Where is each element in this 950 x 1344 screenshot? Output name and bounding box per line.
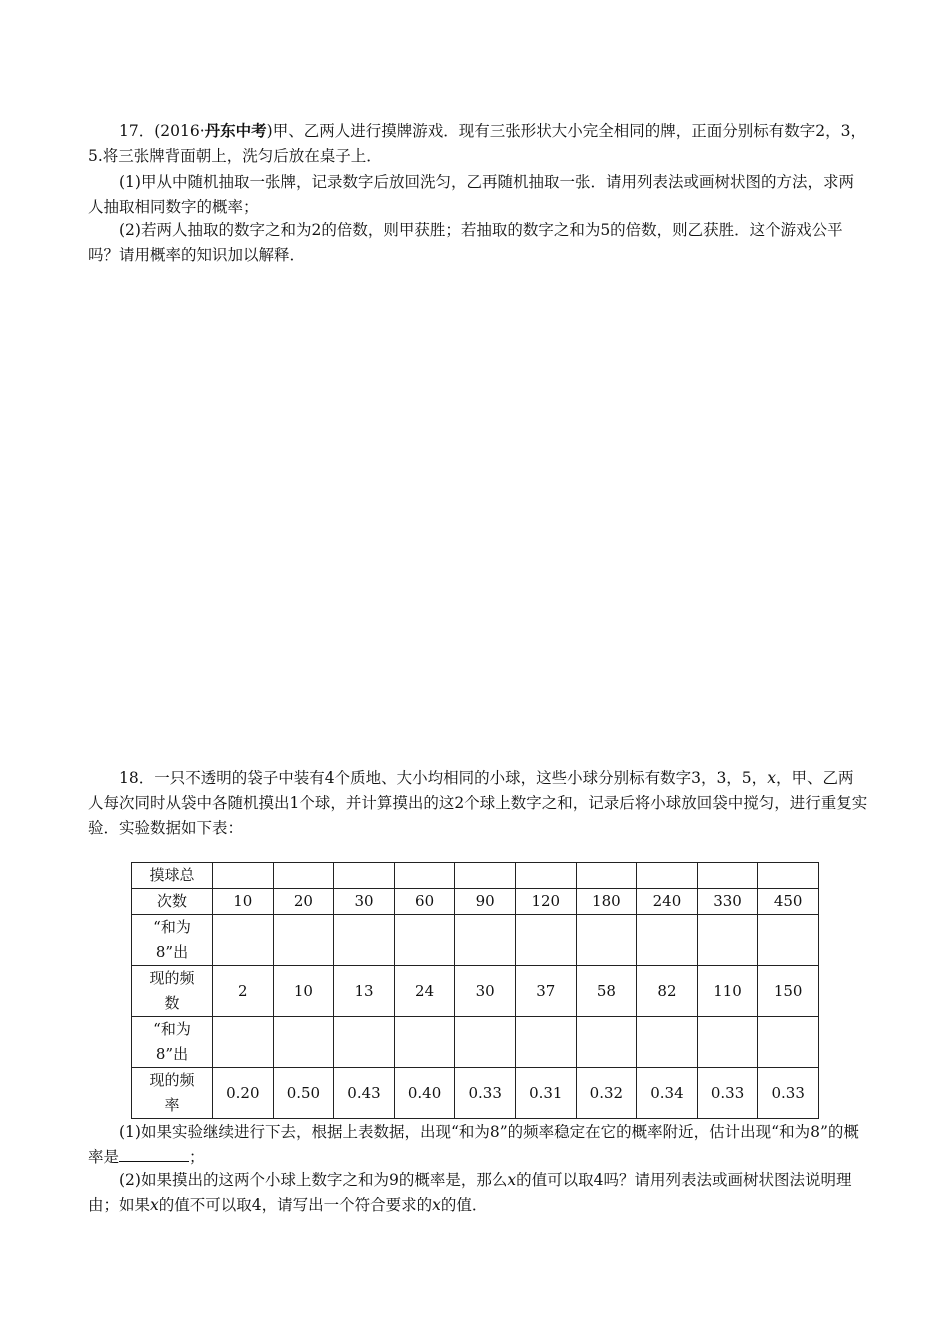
table-cell: 82 bbox=[637, 966, 698, 1017]
q18-part2-var2: x bbox=[150, 1196, 159, 1214]
q18-part2-a: (2)如果摸出的这两个小球上数字之和为9的概率是，那么 bbox=[119, 1171, 508, 1189]
q18-stem-var: x bbox=[767, 769, 776, 787]
table-cell: 0.50 bbox=[273, 1068, 334, 1119]
row2-label: “和为 8”出 bbox=[132, 915, 213, 966]
experiment-table bbox=[131, 862, 819, 1119]
table-cell: 10 bbox=[213, 889, 274, 915]
q18-stem-a: 18．一只不透明的袋子中装有4个质地、大小均相同的小球，这些小球分别标有数字3，3，5， bbox=[119, 769, 768, 787]
table-cell: 0.20 bbox=[213, 1068, 274, 1119]
q18-part2-var1: x bbox=[507, 1171, 517, 1189]
q18-part1-a: (1)如果实验继续进行下去，根据上表数据，出现“和为8”的频率稳定在它的概率附近，估计出现“和为8”的概率是 bbox=[88, 1123, 859, 1166]
table-cell: 240 bbox=[637, 889, 698, 915]
table-cell: 0.43 bbox=[334, 1068, 395, 1119]
table-row-freq-rate-values bbox=[132, 1068, 819, 1119]
q17-source-name: 丹东中考 bbox=[204, 121, 267, 140]
q18-part2-d: 的值． bbox=[440, 1196, 488, 1214]
answer-blank[interactable] bbox=[119, 1145, 189, 1162]
table-cell: 120 bbox=[515, 889, 576, 915]
q18-stem-b: ，甲、乙两人每次同时从袋中各随机摸出1个球，并计算摸出的这2个球上数字之和，记录后将小球放回袋中搅匀，进行重复实验．实验数据如下表： bbox=[88, 769, 868, 837]
table-cell: 0.32 bbox=[576, 1068, 637, 1119]
table-row-freq-count bbox=[132, 915, 819, 966]
table-cell: 0.34 bbox=[637, 1068, 698, 1119]
q18-part2 bbox=[88, 1168, 868, 1218]
table-cell: 330 bbox=[697, 889, 758, 915]
table-row-freq-count-values bbox=[132, 966, 819, 1017]
q18-part2-var3: x bbox=[432, 1196, 441, 1214]
row3-label: “和为 8”出 bbox=[132, 1017, 213, 1068]
table-cell: 110 bbox=[697, 966, 758, 1017]
table-cell: 150 bbox=[758, 966, 819, 1017]
table-cell: 20 bbox=[273, 889, 334, 915]
row1-label-b: 次数 bbox=[132, 889, 213, 915]
table-cell: 450 bbox=[758, 889, 819, 915]
q18-part1 bbox=[88, 1120, 868, 1170]
q18-part1-b: ； bbox=[189, 1148, 205, 1166]
q17-stem-text: 甲、乙两人进行摸牌游戏．现有三张形状大小完全相同的牌，正面分别标有数字2，3，5.将三张牌背面朝上，洗匀后放在桌子上． bbox=[88, 122, 866, 165]
q17-part2: (2)若两人抽取的数字之和为2的倍数，则甲获胜；若抽取的数字之和为5的倍数，则乙获胜．这个游戏公平吗？请用概率的知识加以解释． bbox=[88, 221, 843, 264]
q17-source-open: (2016· bbox=[154, 122, 205, 140]
table-row-label-top bbox=[132, 863, 819, 889]
q17-part1: (1)甲从中随机抽取一张牌，记录数字后放回洗匀，乙再随机抽取一张．请用列表法或画树状图的方法，求两人抽取相同数字的概率； bbox=[88, 173, 854, 216]
table-cell: 13 bbox=[334, 966, 395, 1017]
table-cell: 2 bbox=[213, 966, 274, 1017]
table-cell: 0.40 bbox=[394, 1068, 455, 1119]
table-cell: 60 bbox=[394, 889, 455, 915]
row1-label-a: 摸球总 bbox=[132, 863, 213, 889]
q18-part2-c: 的值不可以取4，请写出一个符合要求的 bbox=[158, 1196, 433, 1214]
table-cell: 0.33 bbox=[455, 1068, 516, 1119]
table-cell: 0.33 bbox=[697, 1068, 758, 1119]
table-cell: 180 bbox=[576, 889, 637, 915]
table-row-freq-rate bbox=[132, 1017, 819, 1068]
table-cell: 30 bbox=[455, 966, 516, 1017]
q17-stem bbox=[88, 118, 868, 169]
table-cell: 58 bbox=[576, 966, 637, 1017]
table-cell: 24 bbox=[394, 966, 455, 1017]
row2-label-cont: 现的频 数 bbox=[132, 966, 213, 1017]
q18-stem bbox=[88, 766, 868, 841]
table-cell: 30 bbox=[334, 889, 395, 915]
table-row-total bbox=[132, 889, 819, 915]
table-cell: 37 bbox=[515, 966, 576, 1017]
table-cell: 90 bbox=[455, 889, 516, 915]
row3-label-cont: 现的频 率 bbox=[132, 1068, 213, 1119]
q17-number: 17． bbox=[119, 122, 155, 140]
table-cell: 10 bbox=[273, 966, 334, 1017]
table-cell: 0.31 bbox=[515, 1068, 576, 1119]
q17-source-close: ) bbox=[266, 122, 273, 140]
q18-part2-b: 的值可以取4吗？请用列表法或画树状图法说明理由；如果 bbox=[88, 1171, 852, 1214]
table-cell: 0.33 bbox=[758, 1068, 819, 1119]
